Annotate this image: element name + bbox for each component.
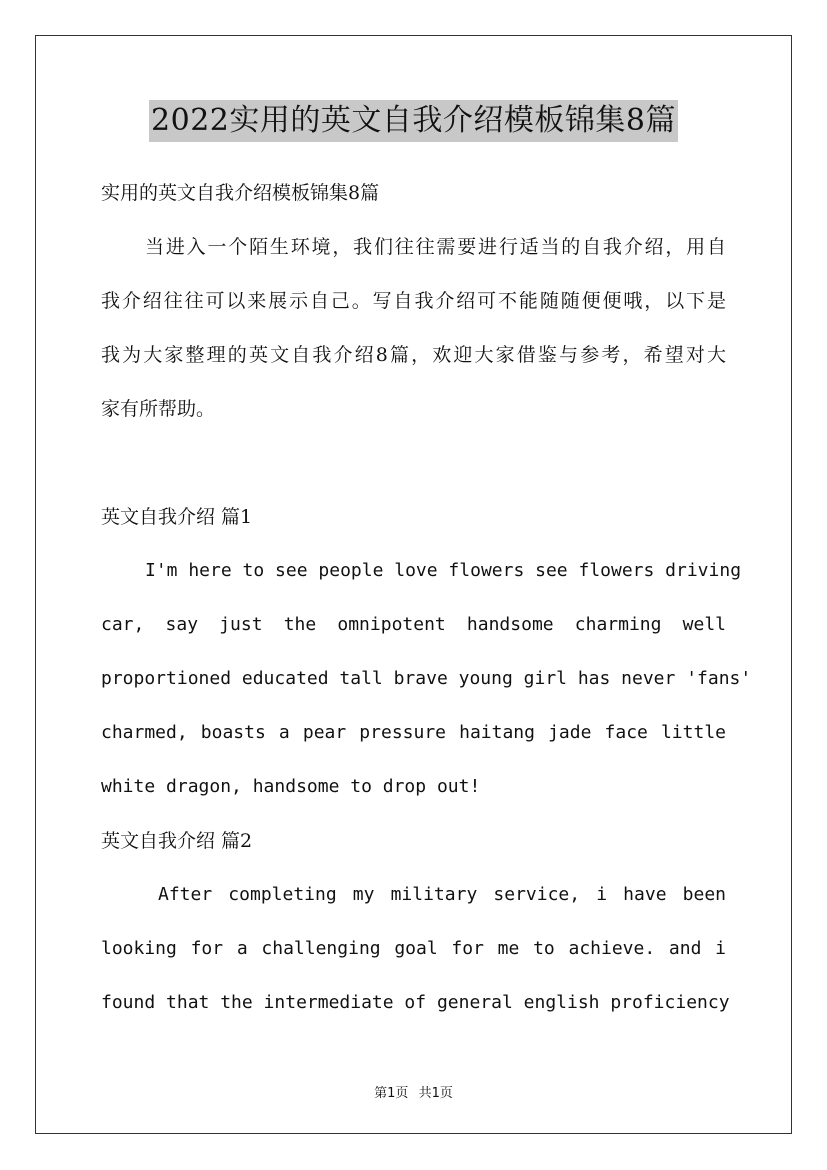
section-heading: 英文自我介绍 篇2 (101, 830, 253, 852)
section-line: found that the intermediate of general english proficiency (101, 992, 730, 1013)
intro-line: 我介绍往往可以来展示自己。写自我介绍可不能随随便便哦，以下是 (101, 290, 726, 312)
section-line: charmed, boasts a pear pressure haitang jade face little (101, 722, 726, 743)
page-number: 第1页 (374, 1086, 409, 1101)
section-heading: 英文自我介绍 篇1 (101, 506, 253, 528)
title-container (0, 100, 827, 142)
intro-line: 家有所帮助。 (101, 398, 216, 420)
page-total: 共1页 (418, 1086, 453, 1101)
intro-line: 我为大家整理的英文自我介绍8篇，欢迎大家借鉴与参考，希望对大 (101, 344, 726, 366)
section-line: white dragon, handsome to drop out! (101, 776, 481, 797)
intro-line: 当进入一个陌生环境，我们往往需要进行适当的自我介绍，用自 (145, 236, 726, 258)
section-line: After completing my military service, i have been (158, 884, 726, 905)
document-body (101, 176, 752, 1040)
document-subtitle: 实用的英文自我介绍模板锦集8篇 (101, 182, 380, 204)
section-line: car, say just the omnipotent handsome charming well (101, 614, 726, 635)
document-title: 2022实用的英文自我介绍模板锦集8篇 (149, 100, 678, 142)
section-line: I'm here to see people love flowers see flowers driving (145, 560, 742, 581)
paragraph-spacer (101, 446, 726, 500)
section-line: proportioned educated tall brave young girl has never 'fans' (101, 668, 752, 689)
section-line: looking for a challenging goal for me to achieve. and i (101, 938, 726, 959)
page-footer (0, 1082, 827, 1101)
